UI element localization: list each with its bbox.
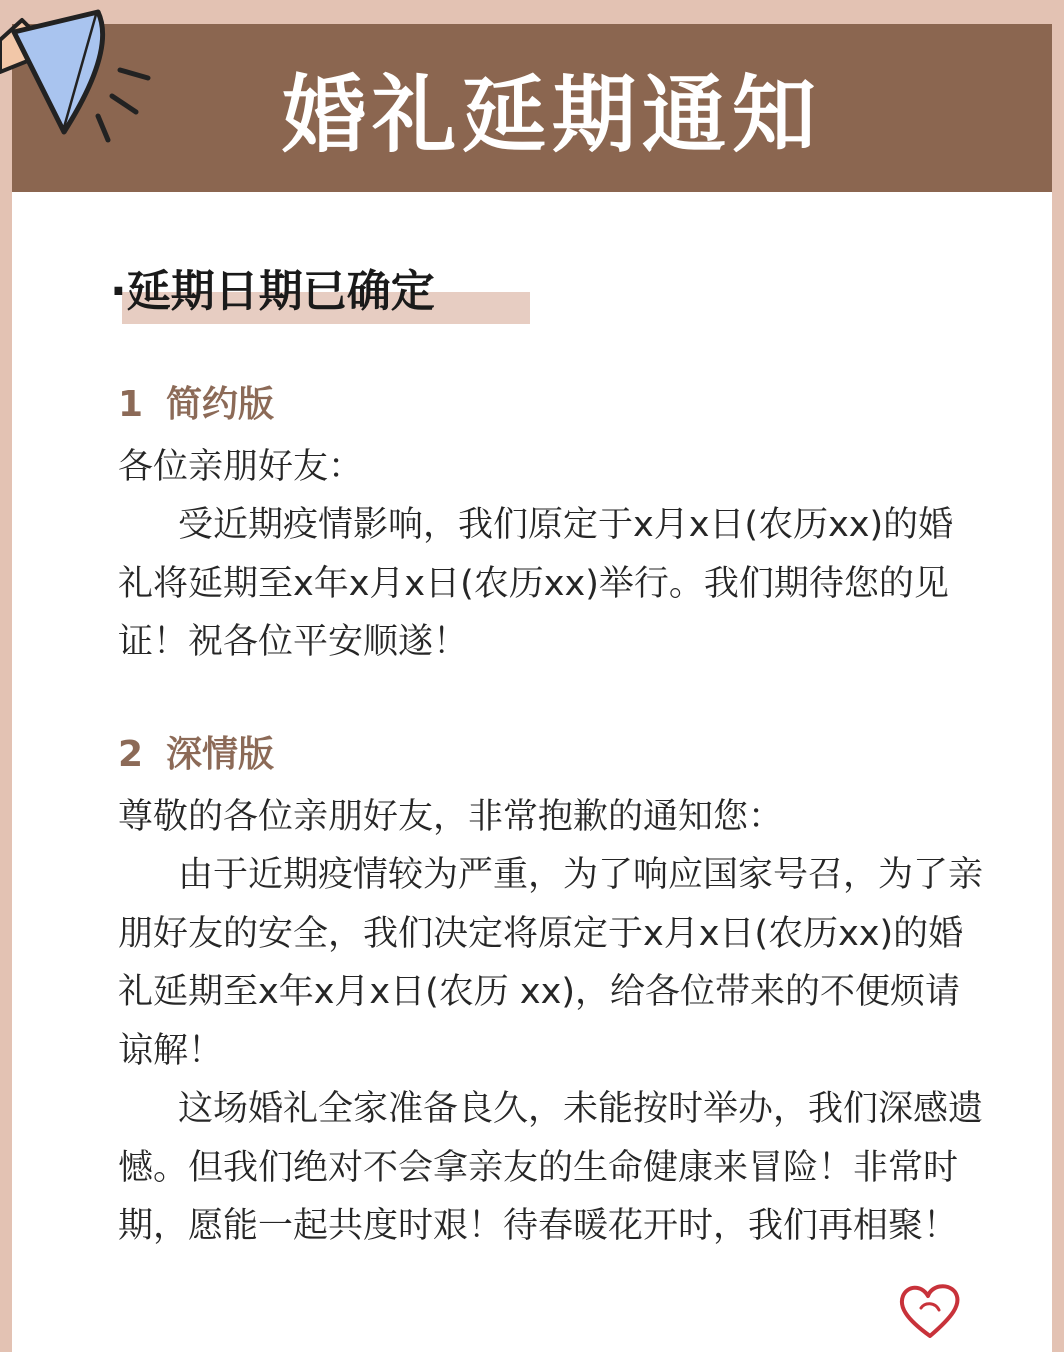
section-1-paragraph-1-text: 受近期疫情影响，我们原定于x月x日(农历xx)的婚礼将延期至x年x月x日(农历xx)举行。我们期待您的见证！祝各位平安顺遂！ [118, 505, 954, 662]
section-2-paragraph-2 [118, 1080, 988, 1256]
megaphone-icon [0, 0, 180, 170]
section-2-label: 深情版 [166, 734, 275, 775]
section-2-paragraph-1-text: 由于近期疫情较为严重，为了响应国家号召，为了亲朋好友的安全，我们决定将原定于x月x日(农历xx)的婚礼延期至x年x月x日(农历 xx)，给各位带来的不便烦请谅解！ [118, 855, 984, 1071]
section-2-heading [118, 730, 274, 780]
page-title: 婚礼延期通知 [281, 65, 822, 164]
section-1-greeting: 各位亲朋好友： [118, 447, 364, 487]
section-2-paragraph-2-text: 这场婚礼全家准备良久，未能按时举办，我们深感遗憾。但我们绝对不会拿亲友的生命健康来冒险！非常时期，愿能一起共度时艰！待春暖花开时，我们再相聚！ [118, 1089, 984, 1246]
section-1-number: 1 [118, 384, 144, 425]
heart-icon [895, 1282, 965, 1338]
section-2-number: 2 [118, 734, 144, 775]
section-2-greeting: 尊敬的各位亲朋好友，非常抱歉的通知您： [118, 797, 784, 837]
subtitle-block [110, 262, 435, 330]
section-1-heading [118, 380, 274, 430]
subtitle: ·延期日期已确定 [110, 266, 435, 317]
section-2-paragraph-1 [118, 846, 988, 1080]
section-1-paragraph-1 [118, 496, 988, 672]
section-1-label: 简约版 [166, 384, 275, 425]
